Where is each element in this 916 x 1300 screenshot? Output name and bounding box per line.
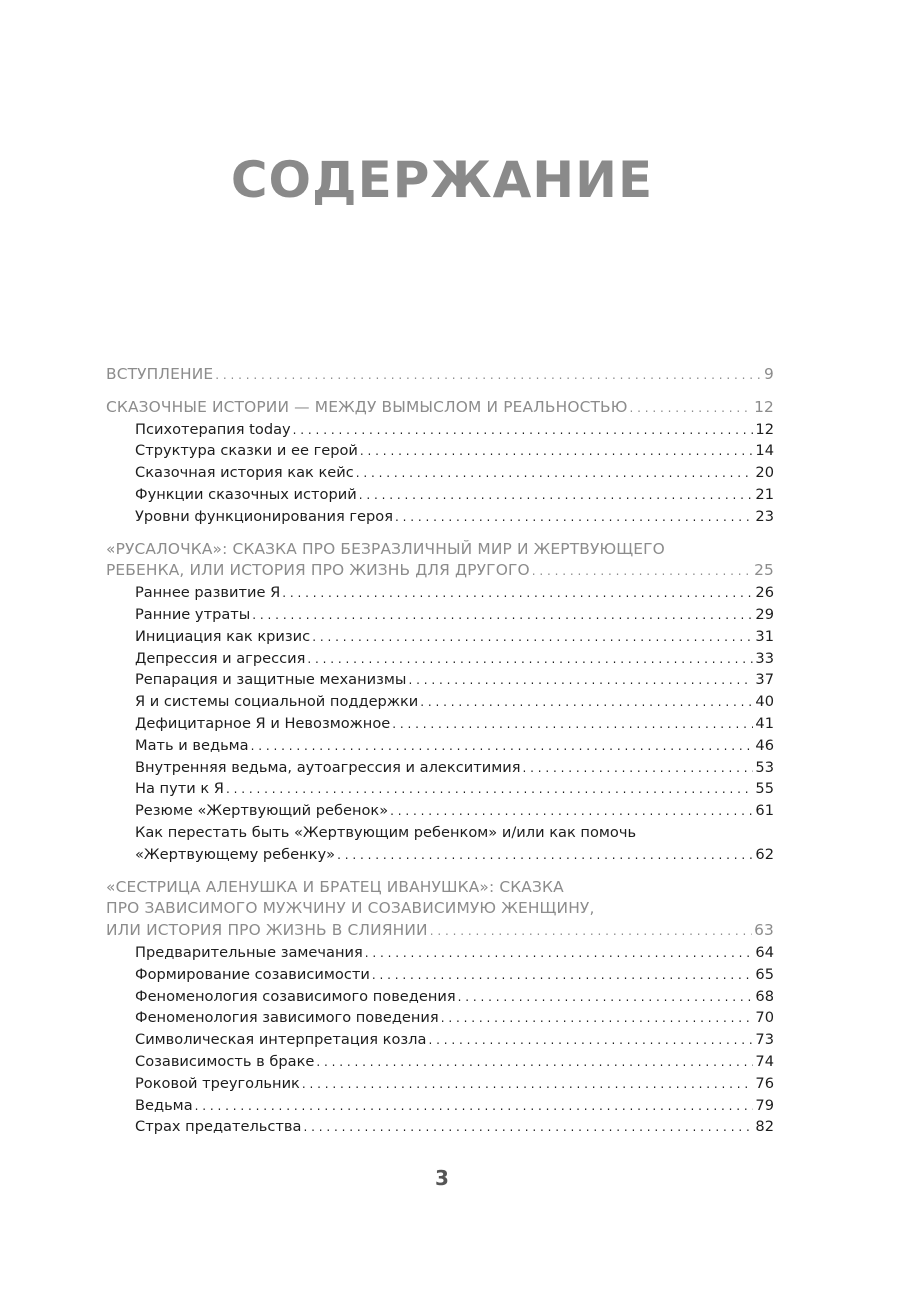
toc-entry-page: 62 — [755, 845, 774, 863]
toc-entry-page: 68 — [755, 987, 774, 1005]
toc-entry-page: 41 — [755, 714, 774, 732]
toc-entry-title: Я и системы социальной поддержки — [135, 693, 419, 711]
dot-leader — [251, 736, 754, 758]
toc-entry-page: 33 — [755, 649, 774, 667]
toc-entry-intro[interactable] — [106, 364, 774, 386]
toc-entry-page: 53 — [755, 758, 774, 776]
dot-leader — [522, 758, 753, 780]
toc-entry[interactable] — [106, 1073, 774, 1095]
toc-entry-title: Предварительные замечания — [135, 943, 363, 961]
toc-chapter-title: РЕБЕНКА, ИЛИ ИСТОРИЯ ПРО ЖИЗНЬ ДЛЯ ДРУГОГО — [106, 561, 530, 580]
toc-entry-title: На пути к Я — [135, 780, 224, 798]
dot-leader — [316, 1052, 753, 1074]
toc-entry[interactable] — [106, 757, 774, 779]
dot-leader — [390, 801, 753, 823]
dot-leader — [365, 943, 754, 965]
toc-entry[interactable] — [106, 440, 774, 462]
toc-chapter-page: 12 — [754, 397, 774, 416]
toc-entry-title: Ранние утраты — [135, 605, 251, 623]
toc-entry-page: 64 — [755, 943, 774, 961]
toc-entry[interactable] — [106, 419, 774, 441]
dot-leader — [532, 561, 752, 583]
toc-entry[interactable] — [106, 1029, 774, 1051]
toc-entry[interactable] — [106, 1051, 774, 1073]
dot-leader — [282, 583, 753, 605]
toc-entry[interactable] — [106, 800, 774, 822]
dot-leader — [408, 670, 753, 692]
toc-entry-page: 29 — [755, 605, 774, 623]
toc-entry-title: Феноменология созависимого поведения — [135, 987, 456, 1005]
toc-entry-title: ВСТУПЛЕНИЕ — [106, 365, 214, 383]
toc-entry[interactable] — [106, 942, 774, 964]
toc-chapter-3[interactable] — [106, 920, 774, 942]
toc-entry-title: Психотерапия today — [135, 420, 291, 438]
toc-entry-page: 73 — [755, 1031, 774, 1049]
toc-entry[interactable] — [106, 462, 774, 484]
toc-entry-page: 74 — [755, 1052, 774, 1070]
toc-chapter-page: 25 — [754, 561, 774, 580]
toc-chapter-2[interactable] — [106, 560, 774, 582]
toc-entry-title: Страх предательства — [135, 1118, 302, 1136]
dot-leader — [392, 714, 753, 736]
toc-entry-title: Репарация и защитные механизмы — [135, 671, 407, 689]
toc-entry[interactable] — [106, 1116, 774, 1138]
toc-entry-title: Формирование созависимости — [135, 965, 370, 983]
toc-entry-page: 26 — [755, 584, 774, 602]
toc-entry-title: Мать и ведьма — [135, 736, 249, 754]
toc-entry-title: Символическая интерпретация козла — [135, 1031, 427, 1049]
dot-leader — [226, 779, 753, 801]
toc-entry[interactable] — [106, 713, 774, 735]
toc-entry-title: Роковой треугольник — [135, 1074, 300, 1092]
toc-entry-page: 23 — [755, 507, 774, 525]
toc-entry-title: «Жертвующему ребенку» — [135, 845, 336, 863]
toc-entry-page: 9 — [764, 365, 774, 383]
toc-entry[interactable] — [106, 669, 774, 691]
dot-leader — [630, 398, 753, 420]
dot-leader — [359, 485, 754, 507]
toc-entry-title: Созависимость в браке — [135, 1052, 315, 1070]
dot-leader — [395, 507, 753, 529]
toc-entry[interactable] — [106, 986, 774, 1008]
toc-entry-page: 37 — [755, 671, 774, 689]
toc-entry-title-line[interactable]: Как перестать быть «Жертвующим ребенком» и/или как помочь — [135, 823, 637, 841]
toc-entry-page: 61 — [755, 802, 774, 820]
dot-leader — [458, 987, 754, 1009]
toc-entry[interactable] — [106, 1095, 774, 1117]
toc-entry-page: 65 — [755, 965, 774, 983]
toc-entry[interactable] — [106, 844, 774, 866]
dot-leader — [441, 1008, 754, 1030]
toc-entry-page: 21 — [755, 485, 774, 503]
toc-entry[interactable] — [106, 691, 774, 713]
toc-entry[interactable] — [106, 648, 774, 670]
page-title: СОДЕРЖАНИЕ — [230, 151, 654, 209]
toc-entry-page: 40 — [755, 693, 774, 711]
toc-entry-title: Феноменология зависимого поведения — [135, 1009, 439, 1027]
toc-entry-title: Структура сказки и ее герой — [135, 442, 358, 460]
dot-leader — [195, 1096, 754, 1118]
toc-entry-page: 31 — [755, 627, 774, 645]
toc-entry-page: 55 — [755, 780, 774, 798]
toc-entry-page: 12 — [755, 420, 774, 438]
dot-leader — [360, 441, 754, 463]
toc-entry-title: Ведьма — [135, 1096, 193, 1114]
toc-entry[interactable] — [106, 604, 774, 626]
toc-entry-title: Резюме «Жертвующий ребенок» — [135, 802, 389, 820]
toc-entry-page: 79 — [755, 1096, 774, 1114]
toc-chapter-1[interactable] — [106, 397, 774, 419]
toc-entry[interactable] — [106, 735, 774, 757]
toc-chapter-2-title-line[interactable]: «РУСАЛОЧКА»: СКАЗКА ПРО БЕЗРАЗЛИЧНЫЙ МИР И ЖЕРТВУЮЩЕГО — [106, 539, 665, 558]
dot-leader — [372, 965, 754, 987]
toc-chapter-title: ИЛИ ИСТОРИЯ ПРО ЖИЗНЬ В СЛИЯНИИ — [106, 921, 428, 940]
toc-entry[interactable] — [106, 964, 774, 986]
toc-entry[interactable] — [106, 506, 774, 528]
dot-leader — [356, 463, 754, 485]
toc-entry-page: 70 — [755, 1009, 774, 1027]
dot-leader — [252, 605, 753, 627]
toc-entry-title: Инициация как кризис — [135, 627, 311, 645]
dot-leader — [307, 649, 753, 671]
toc-entry-page: 76 — [755, 1074, 774, 1092]
dot-leader — [312, 627, 753, 649]
toc-entry[interactable] — [106, 484, 774, 506]
toc-chapter-title: СКАЗОЧНЫЕ ИСТОРИИ — МЕЖДУ ВЫМЫСЛОМ И РЕАЛЬНОСТЬЮ — [106, 397, 628, 416]
toc-chapter-page: 63 — [754, 921, 774, 940]
dot-leader — [303, 1117, 753, 1139]
table-of-contents — [106, 364, 774, 1138]
toc-entry-title: Раннее развитие Я — [135, 584, 281, 602]
toc-entry-title: Уровни функционирования героя — [135, 507, 393, 525]
toc-entry-page: 14 — [755, 442, 774, 460]
toc-chapter-3-title-line[interactable]: «СЕСТРИЦА АЛЕНУШКА И БРАТЕЦ ИВАНУШКА»: СКАЗКА — [106, 877, 564, 896]
toc-entry-title: Дефицитарное Я и Невозможное — [135, 714, 391, 732]
toc-entry-title: Сказочная история как кейс — [135, 464, 354, 482]
toc-entry-title: Депрессия и агрессия — [135, 649, 306, 667]
toc-chapter-3-title-line[interactable]: ПРО ЗАВИСИМОГО МУЖЧИНУ И СОЗАВИСИМУЮ ЖЕНЩИНУ, — [106, 899, 595, 918]
toc-entry[interactable] — [106, 1007, 774, 1029]
toc-entry[interactable] — [106, 778, 774, 800]
page-number: 3 — [435, 1166, 449, 1190]
dot-leader — [293, 420, 754, 442]
toc-entry[interactable] — [106, 626, 774, 648]
toc-entry-title: Внутренняя ведьма, аутоагрессия и алекситимия — [135, 758, 521, 776]
toc-entry[interactable] — [106, 582, 774, 604]
dot-leader — [430, 921, 752, 943]
dot-leader — [215, 365, 762, 387]
dot-leader — [302, 1074, 754, 1096]
toc-entry-page: 82 — [755, 1118, 774, 1136]
toc-entry-title: Функции сказочных историй — [135, 485, 357, 503]
toc-entry-page: 20 — [755, 464, 774, 482]
dot-leader — [337, 845, 753, 867]
dot-leader — [420, 692, 753, 714]
toc-entry-page: 46 — [755, 736, 774, 754]
dot-leader — [428, 1030, 753, 1052]
